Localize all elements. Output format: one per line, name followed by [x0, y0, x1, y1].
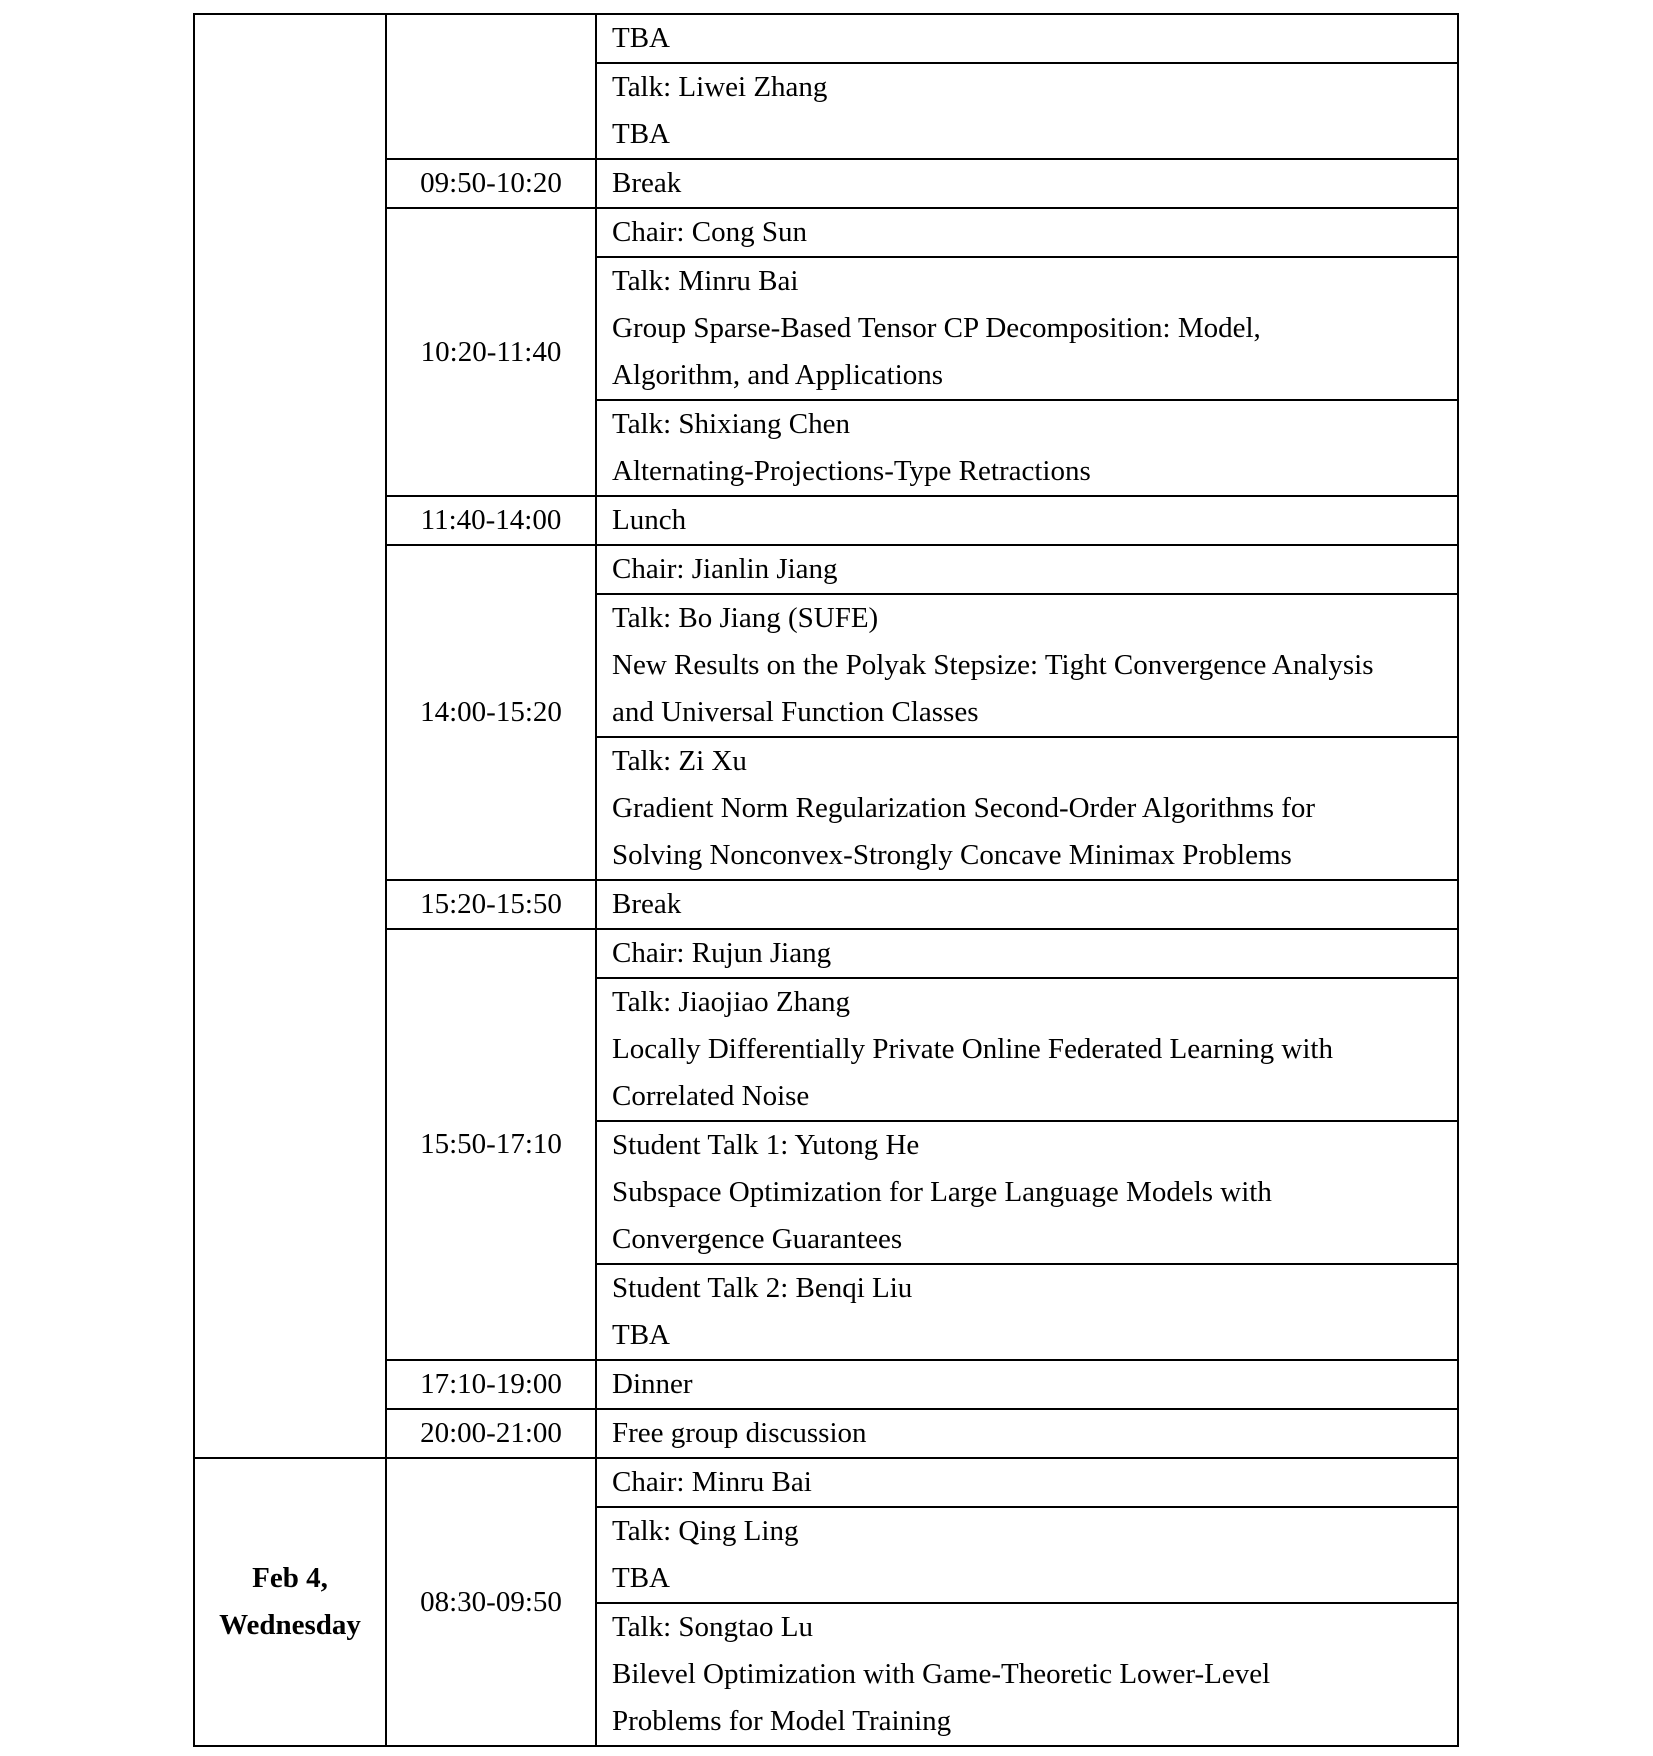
time-cell: [386, 1458, 596, 1746]
session-cell: [596, 594, 1458, 737]
date-line: Wednesday: [219, 1609, 361, 1641]
time-label: 15:50-17:10: [420, 1128, 562, 1160]
session-cell: [596, 978, 1458, 1121]
table-row: [194, 1458, 1458, 1507]
time-cell: [386, 929, 596, 1360]
session-cell: [596, 14, 1458, 63]
session-cell: [596, 1409, 1458, 1458]
session-cell: [596, 880, 1458, 929]
session-line: Talk: Songtao Lu: [612, 1611, 813, 1643]
time-label: 09:50-10:20: [420, 167, 562, 199]
session-line: Talk: Minru Bai: [612, 265, 799, 297]
schedule-table: [193, 13, 1459, 1747]
time-cell: [386, 880, 596, 929]
time-label: 10:20-11:40: [420, 335, 562, 368]
date-line: Feb 4,: [252, 1562, 328, 1594]
session-line: Talk: Shixiang Chen: [612, 408, 851, 440]
session-line: Algorithm, and Applications: [612, 359, 944, 391]
session-line: Chair: Rujun Jiang: [612, 937, 832, 969]
session-line: Free group discussion: [612, 1417, 867, 1449]
session-line: Problems for Model Training: [612, 1705, 952, 1737]
session-line: Talk: Zi Xu: [612, 745, 747, 777]
session-line: Solving Nonconvex-Strongly Concave Minimax Problems: [612, 839, 1292, 871]
time-label: 20:00-21:00: [420, 1417, 562, 1449]
session-line: New Results on the Polyak Stepsize: Tight Convergence Analysis: [612, 649, 1374, 681]
session-line: Talk: Jiaojiao Zhang: [612, 986, 850, 1018]
session-line: Student Talk 1: Yutong He: [612, 1129, 920, 1161]
date-cell-day1: [194, 14, 386, 1458]
time-cell: [386, 545, 596, 880]
session-cell: [596, 545, 1458, 594]
date-cell-day2: [194, 1458, 386, 1746]
session-cell: [596, 496, 1458, 545]
session-line: Dinner: [612, 1368, 693, 1400]
time-cell: [386, 1360, 596, 1409]
session-cell: [596, 257, 1458, 400]
session-line: TBA: [612, 118, 670, 150]
session-line: Alternating-Projections-Type Retractions: [612, 455, 1091, 487]
session-line: Locally Differentially Private Online Federated Learning with: [612, 1033, 1333, 1065]
time-label: 08:30-09:50: [420, 1585, 562, 1618]
session-line: TBA: [612, 22, 670, 54]
session-line: Break: [612, 167, 682, 199]
time-cell: [386, 496, 596, 545]
session-cell: [596, 1507, 1458, 1603]
session-line: Talk: Bo Jiang (SUFE): [612, 602, 879, 634]
session-line: Gradient Norm Regularization Second-Order Algorithms for: [612, 792, 1316, 824]
session-cell: [596, 1264, 1458, 1360]
session-cell: [596, 63, 1458, 159]
time-cell-continued: [386, 14, 596, 159]
time-cell: [386, 1409, 596, 1458]
time-label: 11:40-14:00: [420, 504, 562, 536]
session-line: Correlated Noise: [612, 1080, 810, 1112]
session-line: and Universal Function Classes: [612, 696, 979, 728]
session-line: Talk: Liwei Zhang: [612, 71, 828, 103]
session-line: TBA: [612, 1562, 670, 1594]
session-cell: [596, 159, 1458, 208]
time-cell: [386, 159, 596, 208]
session-cell: [596, 208, 1458, 257]
table-row: [194, 14, 1458, 63]
session-cell: [596, 400, 1458, 496]
session-cell: [596, 1121, 1458, 1264]
session-line: Talk: Qing Ling: [612, 1515, 799, 1547]
session-line: Lunch: [612, 504, 687, 536]
session-line: Chair: Jianlin Jiang: [612, 553, 838, 585]
time-cell: [386, 208, 596, 496]
session-line: Chair: Cong Sun: [612, 216, 807, 248]
session-line: Convergence Guarantees: [612, 1223, 903, 1255]
session-cell: [596, 737, 1458, 880]
session-line: Chair: Minru Bai: [612, 1466, 812, 1498]
session-line: Group Sparse-Based Tensor CP Decomposition: Model,: [612, 312, 1261, 344]
session-cell: [596, 929, 1458, 978]
session-cell: [596, 1360, 1458, 1409]
time-label: 15:20-15:50: [420, 888, 562, 920]
session-line: Bilevel Optimization with Game-Theoretic Lower-Level: [612, 1658, 1271, 1690]
session-cell: [596, 1603, 1458, 1746]
session-cell: [596, 1458, 1458, 1507]
session-line: Subspace Optimization for Large Language Models with: [612, 1176, 1272, 1208]
session-line: Student Talk 2: Benqi Liu: [612, 1272, 913, 1304]
time-label: 14:00-15:20: [420, 696, 562, 728]
session-line: TBA: [612, 1319, 670, 1351]
time-label: 17:10-19:00: [420, 1368, 562, 1400]
session-line: Break: [612, 888, 682, 920]
